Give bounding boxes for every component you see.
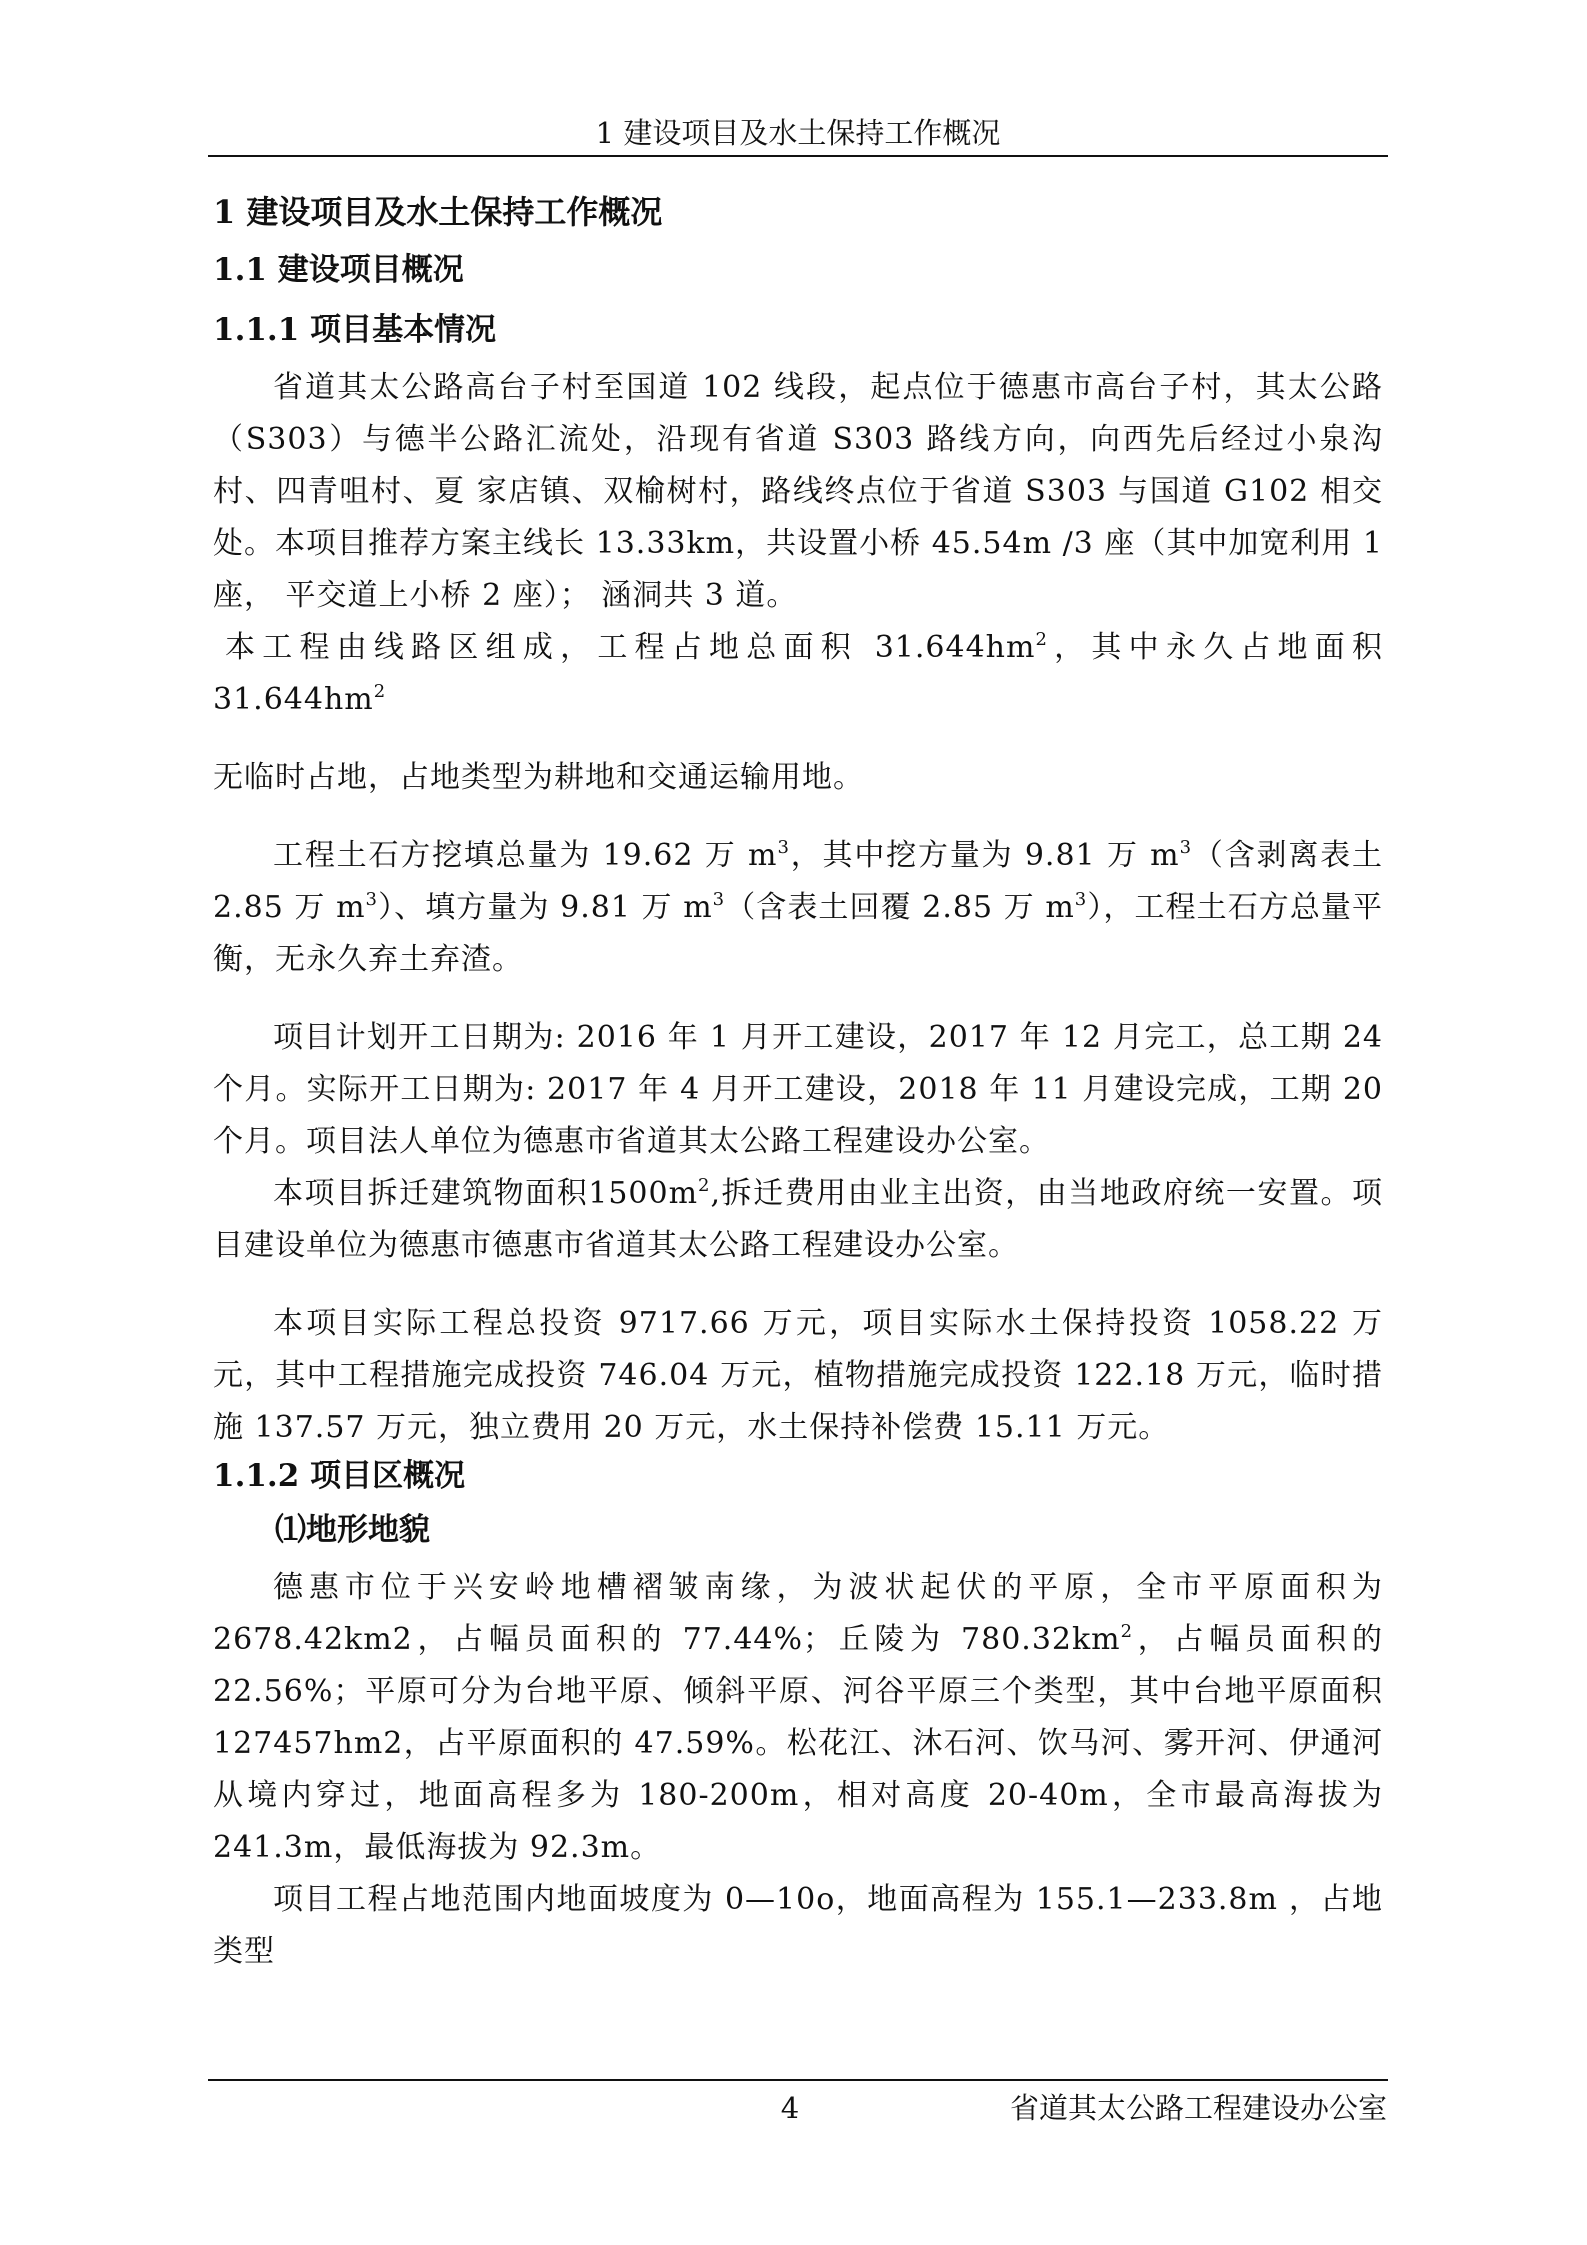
subsection-heading-area-overview: 1.1.2 项目区概况 <box>213 1458 466 1494</box>
header-rule <box>208 155 1388 157</box>
paragraph-terrain: 德惠市位于兴安岭地槽褶皱南缘，为波状起伏的平原，全市平原面积为 2678.42km2，占幅员面积的 77.44%；丘陵为 $780.32km^2$，占幅员面积的 22.56%；平原可分为台地平原、倾斜平原、河谷平原三个类型，其中台地平原面积 127457hm2，占平原面积的 47.59%。松花江、沐石河、饮马河、雾开河、伊通河从境内穿过，地面高程多为 180-200m，相对高度 20-40m，全市最高海拔为 241.3m，最低海拔为 92.3m。 <box>213 1570 1383 1865</box>
running-header: 1 建设项目及水土保持工作概况 <box>595 116 1001 150</box>
page-body <box>213 190 1383 1978</box>
page-number: 4 <box>780 2091 800 2125</box>
footer-organization: 省道其太公路工程建设办公室 <box>1009 2091 1387 2125</box>
chapter-heading: 1 建设项目及水土保持工作概况 <box>213 193 663 231</box>
paragraph-land-type: 无临时占地，占地类型为耕地和交通运输用地。 <box>213 760 864 795</box>
paragraph-investment: 本项目实际工程总投资 9717.66 万元，项目实际水土保持投资 1058.22 万元，其中工程措施完成投资 746.04 万元，植物措施完成投资 122.18 万元，临时措施 137.57 万元，独立费用 20 万元，水土保持补偿费 15.11 万元。 <box>213 1306 1383 1445</box>
paragraph-slope-elevation: 项目工程占地范围内地面坡度为 0—10o，地面高程为 155.1—233.8m ，占地类型 <box>213 1882 1383 1969</box>
paragraph-earthwork: 工程土石方挖填总量为 19.62 万 $m^3$，其中挖方量为 9.81 万 $m^3$（含剥离表土 2.85 万 $m^3$）、填方量为 9.81 万 $m^3$（含表土回覆 2.85 万 $m^3$），工程土石方总量平衡，无永久弃土弃渣。 <box>213 837 1383 977</box>
paragraph-route-description: 省道其太公路高台子村至国道 102 线段，起点位于德惠市高台子村，其太公路（S303）与德半公路汇流处，沿现有省道 S303 路线方向，向西先后经过小泉沟村、四青咀村、夏 家店镇、双榆树村，路线终点位于省道 S303 与国道 G102 相交处。本项目推荐方案主线长 13.33km，共设置小桥 45.54m /3 座（其中加宽利用 1 座， 平交道上小桥 2 座）； 涵洞共 3 道。 <box>213 370 1383 613</box>
subsection-heading-basic-info: 1.1.1 项目基本情况 <box>213 312 497 348</box>
paragraph-demolition: 本项目拆迁建筑物面积$1500m^2$,拆迁费用由业主出资，由当地政府统一安置。项目建设单位为德惠市德惠市省道其太公路工程建设办公室。 <box>213 1175 1383 1263</box>
footer-rule <box>208 2079 1388 2081</box>
paragraph-land-area: 本工程由线路区组成，工程占地总面积 $31.644hm^2$，其中永久占地面积 $31.644hm^2$ <box>213 629 1383 717</box>
section-heading: 1.1 建设项目概况 <box>213 252 464 288</box>
topic-heading-terrain: ⑴地形地貌 <box>275 1512 430 1548</box>
paragraph-schedule: 项目计划开工日期为: 2016 年 1 月开工建设，2017 年 12 月完工，总工期 24 个月。实际开工日期为: 2017 年 4 月开工建设，2018 年 11 月建设完成，工期 20 个月。项目法人单位为德惠市省道其太公路工程建设办公室。 <box>213 1020 1383 1159</box>
